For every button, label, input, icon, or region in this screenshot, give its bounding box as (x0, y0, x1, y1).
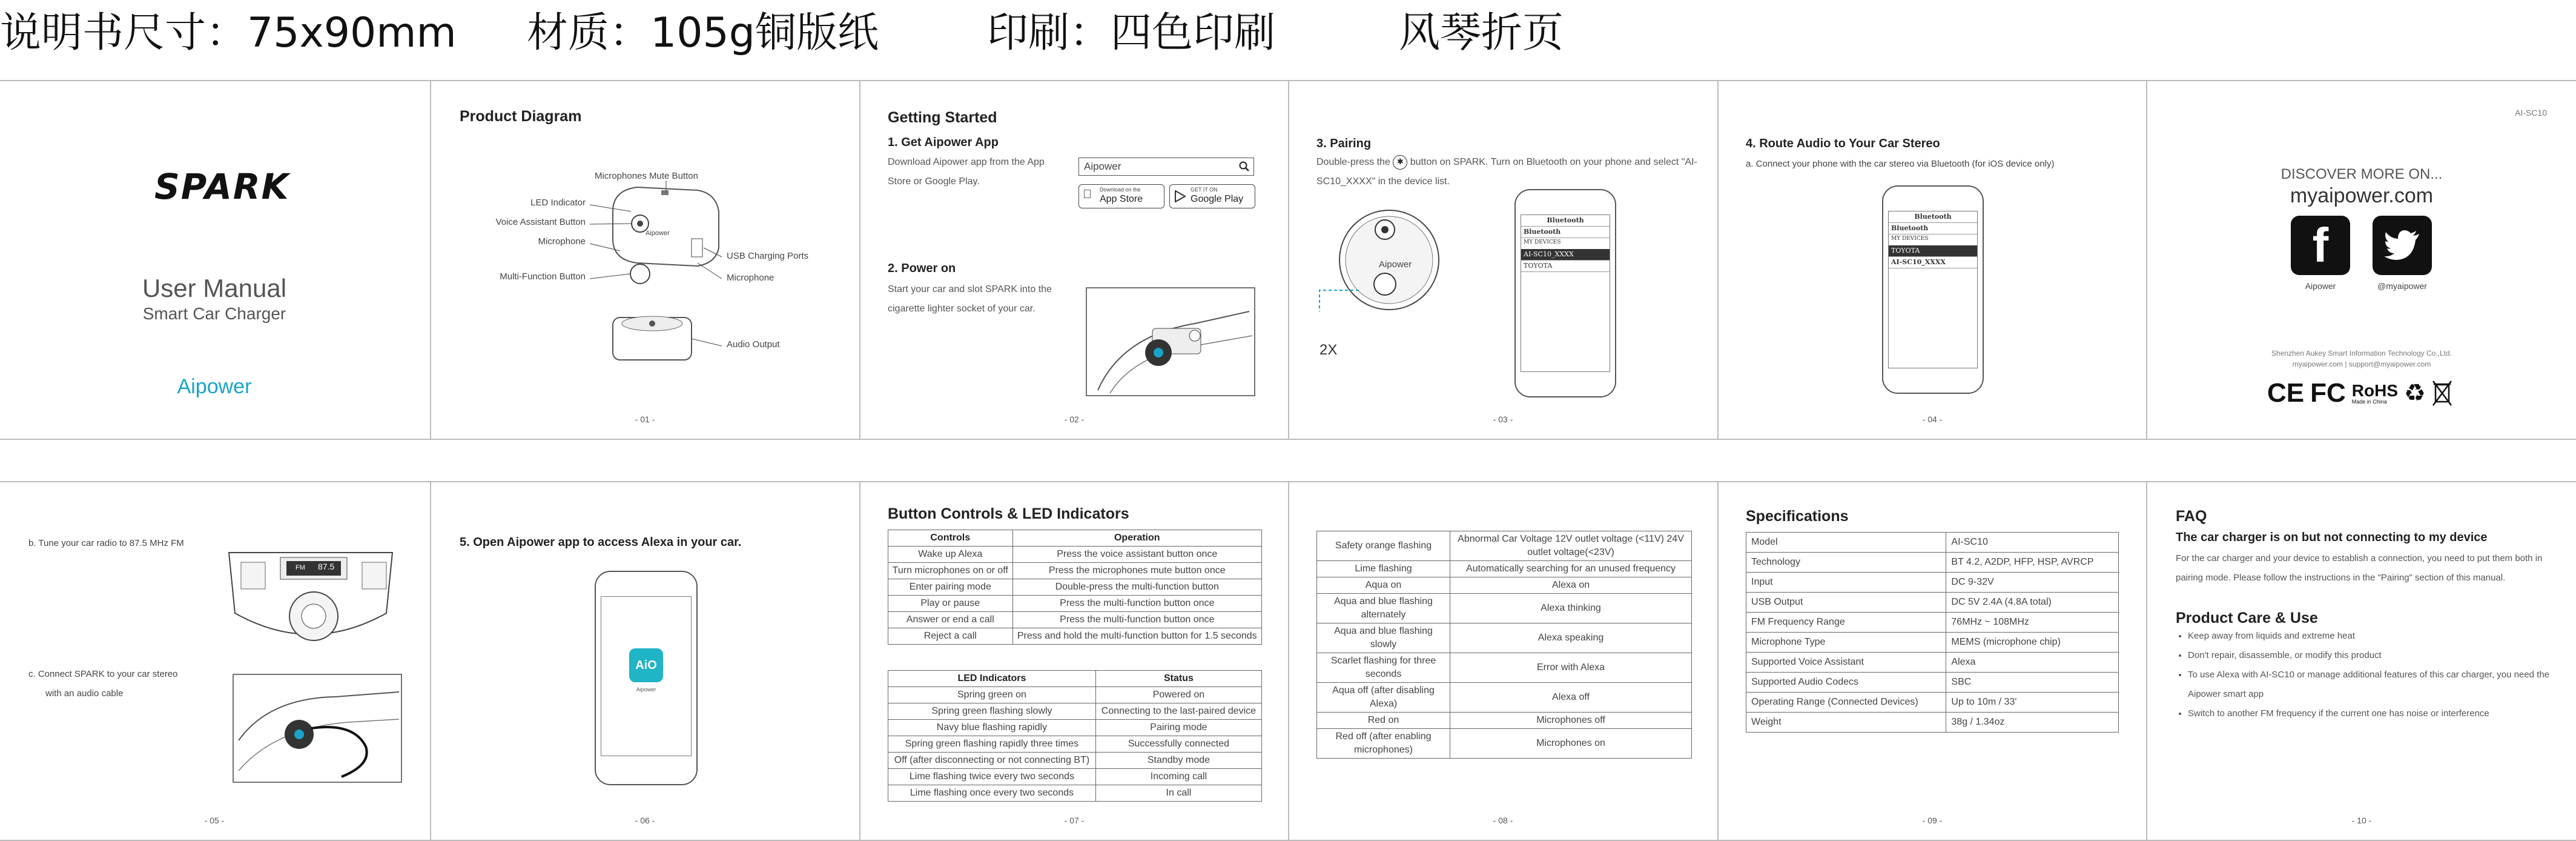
table-cell: Press the multi-function button once (1012, 596, 1261, 612)
car-socket-illustration (1086, 287, 1255, 396)
table-cell: Spring green on (888, 687, 1096, 703)
spec-row (1746, 633, 2119, 653)
made-in-text: Made in China (2351, 398, 2387, 405)
table-cell: FM Frequency Range (1746, 613, 1946, 633)
page-title: 3. Pairing (1316, 137, 1372, 150)
table-cell: Supported Voice Assistant (1746, 653, 1946, 673)
spec-row (1746, 533, 2119, 553)
table-cell: Lime flashing twice every two seconds (888, 769, 1096, 785)
screen-item: TOYOTA (1521, 261, 1610, 272)
table-cell: Spring green flashing rapidly three times (888, 736, 1096, 753)
screen-item-selected: TOYOTA (1889, 245, 1977, 257)
table-header: LED Indicators (888, 671, 1096, 687)
table-cell: Input (1746, 573, 1946, 593)
table-cell: Answer or end a call (888, 612, 1013, 628)
care-title: Product Care & Use (2176, 610, 2318, 627)
route-text: a. Connect your phone with the car stereo via Bluetooth (for iOS device only) (1746, 159, 2055, 169)
page-number: - 05 - (204, 816, 225, 825)
page-number: - 10 - (2351, 816, 2372, 825)
led-row (1317, 729, 1692, 759)
care-item: • To use Alexa with AI-SC10 or manage additional features of this car charger, you need the Aipower smart app (2188, 665, 2563, 704)
spec-material: 材质：105g铜版纸 (527, 9, 879, 57)
device-brand-text: Aipower (1379, 259, 1412, 270)
table-cell: Press the multi-function button once (1012, 612, 1261, 628)
led-row (1317, 531, 1692, 561)
phone-illustration (1514, 189, 1616, 397)
table-cell: Alexa (1946, 653, 2119, 673)
step2-text: Start your car and slot SPARK into the cigarette lighter socket of your car. (888, 284, 1052, 314)
car-radio-illustration (223, 540, 398, 650)
page-title: Getting Started (888, 109, 997, 126)
table-cell: Scarlet flashing for three seconds (1317, 653, 1450, 683)
website: myaipower.com (2290, 184, 2434, 207)
cover-title: User Manual (142, 274, 287, 302)
phone-illustration (595, 571, 698, 785)
search-icon (1239, 161, 1250, 172)
table-cell: BT 4.2, A2DP, HFP, HSP, AVRCP (1946, 553, 2119, 573)
table-cell: Double-press the multi-function button (1012, 579, 1261, 596)
recycle-icon: ♻ (2404, 380, 2426, 407)
table-cell: Enter pairing mode (888, 579, 1013, 596)
bluetooth-icon: ✱ (1393, 155, 1407, 170)
audio-cable-illustration (233, 674, 402, 783)
phone-screen (601, 596, 692, 756)
table-cell: Microphones off (1450, 713, 1692, 729)
spec-row (1746, 653, 2119, 673)
table-cell: Technology (1746, 553, 1946, 573)
table-cell: Lime flashing once every two seconds (888, 785, 1096, 802)
label-usb-ports: USB Charging Ports (727, 251, 809, 261)
panel-pairing (1288, 81, 1717, 439)
panel-product-diagram (430, 81, 859, 439)
faq-answer: For the car charger and your device to establish a connection, you need to put them both in pairing mode. Please follow the instructions in the "Pairing" section of this manual. (2176, 553, 2543, 583)
app-name: Aipower (636, 686, 656, 693)
label-mute-button: Microphones Mute Button (595, 171, 698, 181)
spec-row (1746, 613, 2119, 633)
table-cell: Alexa off (1450, 683, 1692, 713)
screen-title: Bluetooth (1889, 211, 1977, 223)
care-item: • Switch to another FM frequency if the current one has noise or interference (2188, 704, 2563, 723)
spec-row (1746, 673, 2119, 693)
table-header: Controls (888, 530, 1013, 547)
table-cell: Off (after disconnecting or not connecting BT) (888, 753, 1096, 769)
controls-row (888, 628, 1262, 645)
twitter-handle: @myaipower (2377, 281, 2427, 291)
panel-route-audio (1717, 81, 2146, 439)
page-number: - 08 - (1493, 816, 1513, 825)
table-cell: DC 5V 2.4A (4.8A total) (1946, 593, 2119, 613)
device-brand-text: Aipower (646, 230, 670, 237)
page-title: 4. Route Audio to Your Car Stereo (1746, 137, 1940, 150)
table-cell: DC 9-32V (1946, 573, 2119, 593)
panel-faq (2146, 482, 2576, 840)
radio-fm: FM (296, 564, 305, 571)
google-play-label: Google Play (1191, 194, 1244, 204)
table-cell: Pairing mode (1095, 720, 1261, 736)
led-row (1317, 561, 1692, 577)
table-cell: Lime flashing (1317, 561, 1450, 577)
label-multi-function: Multi-Function Button (500, 271, 586, 282)
table-cell: Red off (after enabling microphones) (1317, 729, 1450, 759)
table-cell: Operating Range (Connected Devices) (1746, 693, 1946, 713)
led-row (888, 687, 1262, 703)
table-cell: Alexa speaking (1450, 623, 1692, 653)
page-title: 5. Open Aipower app to access Alexa in your car. (460, 536, 742, 549)
label-audio-output: Audio Output (727, 339, 780, 350)
table-cell: Aqua and blue flashing slowly (1317, 623, 1450, 653)
google-play-badge (1169, 184, 1255, 208)
led-row (1317, 594, 1692, 623)
care-item: • Keep away from liquids and extreme heat (2188, 627, 2563, 646)
table-cell: 76MHz ~ 108MHz (1946, 613, 2119, 633)
spec-row (1746, 693, 2119, 713)
step-b-text: b. Tune your car radio to 87.5 MHz FM (28, 538, 184, 548)
controls-table (888, 530, 1262, 645)
table-cell: Play or pause (888, 596, 1013, 612)
app-store-badge (1078, 184, 1164, 208)
table-cell: Spring green flashing slowly (888, 703, 1096, 720)
led-row (888, 785, 1262, 802)
phone-screen (1521, 214, 1610, 372)
page-title: Product Diagram (460, 108, 582, 125)
step1-text: Download Aipower app from the App Store or Google Play. (888, 157, 1045, 187)
panel-led-continued (1288, 482, 1717, 840)
label-voice-button: Voice Assistant Button (495, 217, 586, 227)
led-table-continued (1316, 531, 1692, 759)
radio-frequency: 87.5 (318, 562, 335, 571)
panel-back-cover (2146, 81, 2576, 439)
led-row (1317, 577, 1692, 594)
facebook-icon[interactable]: f (2291, 216, 2350, 275)
controls-row (888, 596, 1262, 612)
table-cell: MEMS (microphone chip) (1946, 633, 2119, 653)
page-number: - 03 - (1493, 414, 1513, 424)
led-row (888, 720, 1262, 736)
apple-icon (1083, 188, 1092, 202)
spec-fold: 风琴折页 (1399, 9, 1564, 57)
page-title: Specifications (1746, 508, 1849, 525)
page-number: - 07 - (1064, 816, 1085, 825)
table-cell: Press the microphones mute button once (1012, 563, 1261, 579)
search-input (1078, 158, 1254, 176)
page-number: - 02 - (1064, 414, 1085, 424)
pairing-text-b: button on SPARK. Turn on Bluetooth on your phone and select "AI-SC10_XXXX" in the device list. (1316, 157, 1697, 187)
table-cell: Standby mode (1095, 753, 1261, 769)
sheet-front (0, 80, 2576, 440)
panel-cover (0, 81, 429, 439)
company-name: Shenzhen Aukey Smart Information Technology Co.,Ltd. (2271, 349, 2452, 357)
sheet-back (0, 481, 2576, 841)
table-cell: Press the voice assistant button once (1012, 547, 1261, 563)
table-cell: Successfully connected (1095, 736, 1261, 753)
page-number: - 06 - (635, 816, 655, 825)
table-cell: Weight (1746, 713, 1946, 733)
screen-title: Bluetooth (1521, 215, 1610, 227)
led-row (1317, 683, 1692, 713)
screen-header: MY DEVICES (1524, 239, 1561, 245)
table-cell: Automatically searching for an unused frequency (1450, 561, 1692, 577)
pairing-text (1316, 153, 1704, 191)
weee-bin-icon (2432, 379, 2452, 408)
table-cell: Error with Alexa (1450, 653, 1692, 683)
model-label: AI-SC10 (2515, 108, 2547, 118)
table-cell: Press and hold the multi-function button for 1.5 seconds (1012, 628, 1261, 645)
certification-marks (2267, 377, 2452, 410)
table-cell: Incoming call (1095, 769, 1261, 785)
spec-row (1746, 593, 2119, 613)
table-cell: Aqua off (after disabling Alexa) (1317, 683, 1450, 713)
table-cell: Connecting to the last-paired device (1095, 703, 1261, 720)
panel-getting-started (859, 81, 1288, 439)
table-header: Status (1095, 671, 1261, 687)
label-microphone-right: Microphone (727, 273, 774, 283)
discover-text: DISCOVER MORE ON... (2280, 166, 2443, 182)
rohs-mark (2352, 382, 2398, 405)
controls-row (888, 612, 1262, 628)
table-cell: Microphones on (1450, 729, 1692, 759)
pairing-text-a: Double-press the (1316, 157, 1390, 167)
label-led-indicator: LED Indicator (530, 198, 586, 208)
table-cell: Aqua on (1317, 577, 1450, 594)
cover-subtitle: Smart Car Charger (142, 304, 286, 323)
page-number: - 09 - (1922, 816, 1943, 825)
panel-specifications (1717, 482, 2146, 840)
led-table (888, 670, 1262, 802)
controls-row (888, 547, 1262, 563)
controls-row (888, 579, 1262, 596)
table-cell: In call (1095, 785, 1261, 802)
table-cell: Supported Audio Codecs (1746, 673, 1946, 693)
spec-size: 说明书尺寸：75x90mm (0, 9, 457, 57)
spec-print: 印刷：四色印刷 (987, 9, 1276, 57)
table-cell: Up to 10m / 33' (1946, 693, 2119, 713)
screen-item-selected: AI-SC10_XXXX (1521, 249, 1610, 261)
spec-row (1746, 713, 2119, 733)
fcc-mark: FC (2310, 378, 2346, 408)
led-row (888, 736, 1262, 753)
facebook-handle: Aipower (2305, 281, 2336, 291)
table-cell: Microphone Type (1746, 633, 1946, 653)
spec-table (1746, 532, 2119, 733)
twitter-icon[interactable] (2373, 216, 2432, 275)
led-row (888, 703, 1262, 720)
table-cell: USB Output (1746, 593, 1946, 613)
table-cell: Turn microphones on or off (888, 563, 1013, 579)
ce-mark: CE (2267, 378, 2305, 408)
table-cell: Powered on (1095, 687, 1261, 703)
company-contact: myaipower.com | support@myaipower.com (2292, 360, 2431, 368)
page-number: - 04 - (1922, 414, 1943, 424)
phone-illustration (1882, 185, 1984, 394)
spec-row (1746, 573, 2119, 593)
label-microphone-left: Microphone (538, 236, 586, 247)
table-cell: Alexa on (1450, 577, 1692, 594)
screen-header: MY DEVICES (1891, 236, 1929, 242)
table-cell: Safety orange flashing (1317, 531, 1450, 561)
screen-item: AI-SC10_XXXX (1889, 257, 1977, 268)
table-cell: Model (1746, 533, 1946, 553)
led-row (1317, 623, 1692, 653)
table-cell: AI-SC10 (1946, 533, 2119, 553)
led-row (888, 769, 1262, 785)
panel-radio-setup (0, 482, 429, 840)
spark-logo: SPARK (154, 166, 290, 207)
screen-toggle: Bluetooth (1889, 223, 1977, 234)
spec-row (1746, 553, 2119, 573)
controls-row (888, 563, 1262, 579)
page-title: Button Controls & LED Indicators (888, 505, 1129, 522)
step1-title: 1. Get Aipower App (888, 136, 999, 149)
page-number: - 01 - (635, 414, 655, 424)
panel-open-app (430, 482, 859, 840)
table-cell: Navy blue flashing rapidly (888, 720, 1096, 736)
table-cell: Red on (1317, 713, 1450, 729)
play-icon (1175, 190, 1186, 202)
rohs-text: RoHS (2351, 381, 2399, 400)
step-c-text-1: c. Connect SPARK to your car stereo (28, 669, 178, 679)
app-store-small: Download on the (1100, 187, 1141, 193)
step2-title: 2. Power on (888, 262, 956, 275)
care-item: • Don't repair, disassemble, or modify this product (2188, 646, 2563, 665)
google-play-small: GET IT ON (1191, 187, 1218, 193)
led-row (1317, 713, 1692, 729)
table-cell: Aqua and blue flashing alternately (1317, 594, 1450, 623)
table-cell: 38g / 1.34oz (1946, 713, 2119, 733)
table-cell: Alexa thinking (1450, 594, 1692, 623)
press-count: 2X (1319, 342, 1338, 358)
app-store-label: App Store (1100, 194, 1143, 204)
table-header: Operation (1012, 530, 1261, 547)
led-row (1317, 653, 1692, 683)
search-text: Aipower (1084, 161, 1121, 172)
table-cell: Abnormal Car Voltage 12V outlet voltage (<11V) 24V outlet voltage(<23V) (1450, 531, 1692, 561)
table-cell: SBC (1946, 673, 2119, 693)
faq-title: FAQ (2176, 508, 2207, 525)
care-list (2176, 627, 2563, 723)
faq-question: The car charger is on but not connecting to my device (2176, 531, 2488, 544)
step-c-text-2: with an audio cable (45, 688, 124, 699)
table-cell: Wake up Alexa (888, 547, 1013, 563)
phone-screen (1888, 211, 1978, 368)
table-cell: Reject a call (888, 628, 1013, 645)
led-row (888, 753, 1262, 769)
panel-button-controls (859, 482, 1288, 840)
app-icon[interactable]: AiO (629, 648, 663, 682)
aipower-logo: Aipower (177, 375, 252, 398)
screen-toggle: Bluetooth (1521, 227, 1610, 238)
